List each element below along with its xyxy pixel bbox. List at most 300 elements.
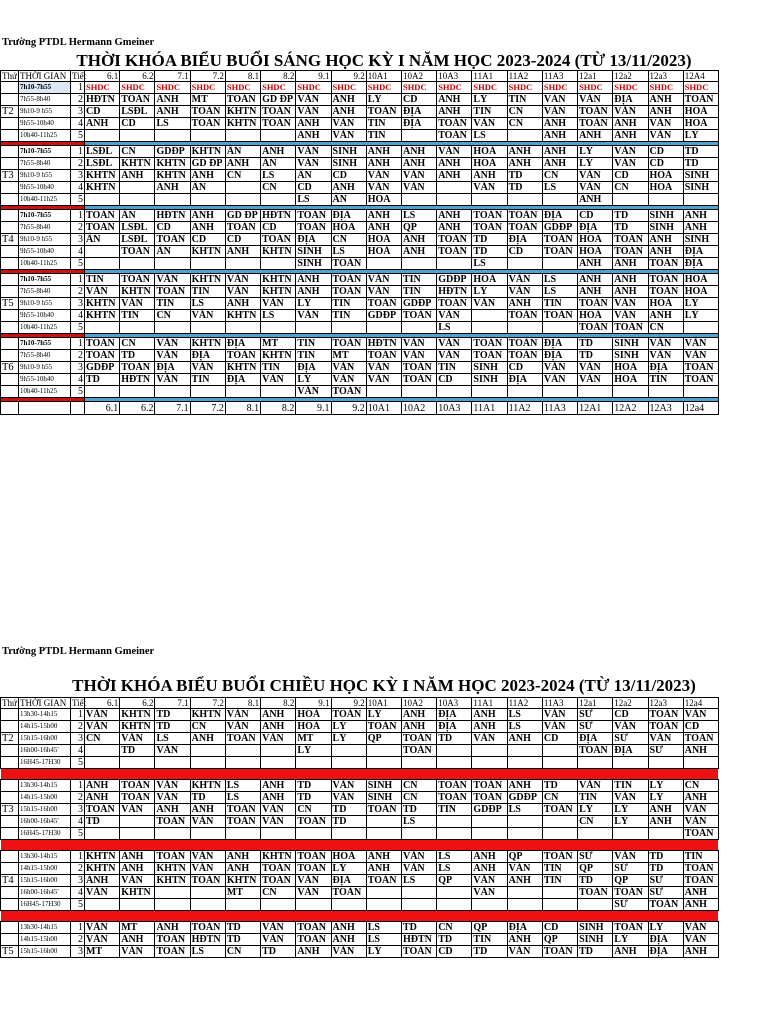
subject-cell: ĐỊA — [542, 210, 577, 222]
time-slot: 10h40-11h25 — [19, 194, 71, 206]
time-slot: 14h15-15h00 — [19, 721, 71, 733]
subject-cell: ÂN — [296, 170, 331, 182]
subject-cell: VĂN — [401, 338, 436, 350]
subject-cell: TD — [331, 804, 366, 816]
subject-cell: ANH — [472, 851, 507, 863]
subject-cell: VĂN — [648, 338, 683, 350]
subject-cell: SỬ — [578, 709, 613, 721]
subject-cell: SHDC — [507, 82, 542, 94]
subject-cell: ANH — [437, 170, 472, 182]
subject-cell: TOÁN — [120, 94, 155, 106]
period-row — [1, 709, 719, 721]
class-header: 10A2 — [401, 698, 436, 709]
subject-cell: ĐỊA — [331, 210, 366, 222]
subject-cell: HĐTN — [120, 374, 155, 386]
subject-cell — [648, 828, 683, 840]
subject-cell: ANH — [261, 721, 296, 733]
subject-cell: SỬ — [578, 851, 613, 863]
subject-cell: ANH — [437, 210, 472, 222]
subject-cell: ANH — [296, 274, 331, 286]
subject-cell: TIN — [648, 374, 683, 386]
subject-cell — [225, 322, 260, 334]
header-label: THỜI GIAN — [19, 698, 71, 709]
subject-cell: TOÁN — [542, 234, 577, 246]
subject-cell: TD — [578, 875, 613, 887]
period-number: 2 — [71, 158, 85, 170]
time-slot: 10h40-11h25 — [19, 322, 71, 334]
subject-cell: VĂN — [542, 106, 577, 118]
subject-cell: ANH — [331, 106, 366, 118]
subject-cell: TOÁN — [331, 274, 366, 286]
subject-cell: LS — [437, 863, 472, 875]
subject-cell — [542, 258, 577, 270]
time-slot: 15h15-16h00 — [19, 804, 71, 816]
subject-cell: TOÁN — [437, 298, 472, 310]
subject-cell: ANH — [683, 899, 718, 911]
time-slot: 9h10-9 h55 — [19, 106, 71, 118]
day-label — [1, 934, 19, 946]
subject-cell: TOÁN — [155, 946, 190, 958]
subject-cell: ANH — [542, 118, 577, 130]
subject-cell: SHDC — [472, 82, 507, 94]
period-number: 1 — [71, 146, 85, 158]
subject-cell: CN — [507, 106, 542, 118]
subject-cell: ĐỊA — [507, 374, 542, 386]
day-label — [1, 922, 19, 934]
subject-cell: LÝ — [296, 745, 331, 757]
subject-cell: VĂN — [683, 338, 718, 350]
class-header: 12a3 — [648, 71, 683, 82]
subject-cell: GDĐP — [366, 310, 401, 322]
subject-cell — [261, 757, 296, 769]
subject-cell: TOÁN — [85, 804, 120, 816]
subject-cell — [190, 258, 225, 270]
class-footer: 10A3 — [437, 402, 472, 415]
subject-cell — [366, 757, 401, 769]
subject-cell: KHTN — [261, 274, 296, 286]
subject-cell: HĐTN — [437, 286, 472, 298]
period-number: 2 — [71, 286, 85, 298]
subject-cell — [472, 757, 507, 769]
subject-cell: TOÁN — [366, 298, 401, 310]
subject-cell — [296, 899, 331, 911]
afternoon-school-name: Trường PTDL Hermann Gmeiner — [2, 646, 155, 657]
subject-cell: VĂN — [85, 934, 120, 946]
subject-cell: LS — [331, 246, 366, 258]
subject-cell: KHTN — [155, 170, 190, 182]
subject-cell — [507, 816, 542, 828]
period-number: 1 — [71, 274, 85, 286]
subject-cell: LSĐL — [120, 106, 155, 118]
subject-cell: ANH — [648, 234, 683, 246]
subject-cell: ANH — [613, 946, 648, 958]
class-header: 10A1 — [366, 698, 401, 709]
period-row — [1, 286, 719, 298]
subject-cell: TOÁN — [578, 887, 613, 899]
subject-cell: TOÁN — [331, 887, 366, 899]
subject-cell: ANH — [578, 258, 613, 270]
subject-cell: ANH — [366, 210, 401, 222]
subject-cell: LÝ — [296, 374, 331, 386]
subject-cell: CN — [683, 780, 718, 792]
subject-cell: SHDC — [401, 82, 436, 94]
subject-cell: TD — [578, 350, 613, 362]
subject-cell: VĂN — [190, 310, 225, 322]
subject-cell: HOÁ — [472, 158, 507, 170]
subject-cell — [437, 757, 472, 769]
period-number: 4 — [71, 374, 85, 386]
subject-cell: GDĐP — [542, 222, 577, 234]
period-row — [1, 887, 719, 899]
subject-cell: ANH — [648, 106, 683, 118]
subject-cell: VĂN — [85, 721, 120, 733]
day-label — [1, 709, 19, 721]
subject-cell: ANH — [85, 875, 120, 887]
subject-cell: TIN — [190, 286, 225, 298]
subject-cell: VĂN — [331, 118, 366, 130]
subject-cell: SỬ — [578, 721, 613, 733]
subject-cell: VĂN — [542, 721, 577, 733]
subject-cell — [85, 757, 120, 769]
subject-cell: SINH — [472, 374, 507, 386]
subject-cell: SỬ — [648, 745, 683, 757]
subject-cell: SINH — [578, 922, 613, 934]
subject-cell: ANH — [190, 733, 225, 745]
subject-cell: TOÁN — [578, 745, 613, 757]
subject-cell: TOÁN — [683, 863, 718, 875]
subject-cell: ANH — [437, 158, 472, 170]
subject-cell — [225, 258, 260, 270]
subject-cell: ANH — [472, 863, 507, 875]
period-number: 2 — [71, 350, 85, 362]
subject-cell: ANH — [613, 258, 648, 270]
subject-cell: HĐTN — [155, 210, 190, 222]
class-footer: 11A3 — [542, 402, 577, 415]
subject-cell: TD — [225, 922, 260, 934]
class-header: 7.1 — [155, 71, 190, 82]
subject-cell — [85, 899, 120, 911]
class-header: 8.1 — [225, 698, 260, 709]
subject-cell: ANH — [296, 946, 331, 958]
subject-cell: VĂN — [472, 118, 507, 130]
subject-cell: KHTN — [225, 118, 260, 130]
subject-cell: TOÁN — [507, 310, 542, 322]
subject-cell: SHDC — [120, 82, 155, 94]
subject-cell: SHDC — [683, 82, 718, 94]
subject-cell: VĂN — [366, 170, 401, 182]
subject-cell: TD — [155, 721, 190, 733]
subject-cell: TIN — [578, 792, 613, 804]
subject-cell: SINH — [366, 792, 401, 804]
day-label — [1, 222, 19, 234]
period-row — [1, 298, 719, 310]
period-row — [1, 94, 719, 106]
subject-cell — [366, 816, 401, 828]
period-row — [1, 234, 719, 246]
subject-cell — [507, 130, 542, 142]
subject-cell: HOÁ — [578, 234, 613, 246]
subject-cell: ANH — [331, 182, 366, 194]
subject-cell: CN — [542, 170, 577, 182]
time-slot: 9h55-10h40 — [19, 182, 71, 194]
subject-cell: VĂN — [437, 146, 472, 158]
subject-cell: ANH — [472, 709, 507, 721]
day-label — [1, 863, 19, 875]
subject-cell: CN — [120, 338, 155, 350]
class-header: 6.1 — [85, 71, 120, 82]
subject-cell: MT — [120, 922, 155, 934]
period-row — [1, 146, 719, 158]
subject-cell — [190, 745, 225, 757]
subject-cell: ANH — [578, 194, 613, 206]
subject-cell: ANH — [120, 851, 155, 863]
subject-cell: TD — [85, 374, 120, 386]
subject-cell: VĂN — [225, 274, 260, 286]
subject-cell: ĐỊA — [296, 234, 331, 246]
subject-cell: ANH — [120, 863, 155, 875]
subject-cell — [366, 322, 401, 334]
subject-cell: TOÁN — [366, 804, 401, 816]
subject-cell: TOÁN — [120, 274, 155, 286]
subject-cell: CN — [401, 780, 436, 792]
subject-cell — [190, 899, 225, 911]
period-number: 4 — [71, 182, 85, 194]
subject-cell: VĂN — [366, 362, 401, 374]
time-slot: 7h10-7h55 — [19, 274, 71, 286]
subject-cell: TD — [648, 863, 683, 875]
subject-cell: KHTN — [85, 863, 120, 875]
subject-cell — [472, 745, 507, 757]
time-slot: 14h15-15h00 — [19, 863, 71, 875]
subject-cell: ĐỊA — [331, 875, 366, 887]
subject-cell: LS — [190, 946, 225, 958]
subject-cell — [437, 816, 472, 828]
subject-cell: TOÁN — [507, 222, 542, 234]
subject-cell: VĂN — [578, 780, 613, 792]
subject-cell — [85, 194, 120, 206]
subject-cell: VĂN — [331, 792, 366, 804]
subject-cell: TD — [683, 146, 718, 158]
subject-cell: KHTN — [120, 721, 155, 733]
header-row — [1, 71, 719, 82]
subject-cell: SHDC — [437, 82, 472, 94]
subject-cell: VĂN — [613, 851, 648, 863]
subject-cell: ĐỊA — [225, 338, 260, 350]
subject-cell — [120, 322, 155, 334]
subject-cell: LÝ — [683, 298, 718, 310]
subject-cell: LÝ — [366, 94, 401, 106]
class-header: 12a3 — [648, 698, 683, 709]
subject-cell: VĂN — [578, 94, 613, 106]
subject-cell: VĂN — [120, 298, 155, 310]
subject-cell: VĂN — [190, 851, 225, 863]
subject-cell — [296, 757, 331, 769]
subject-cell: VĂN — [578, 362, 613, 374]
subject-cell: TOÁN — [261, 106, 296, 118]
subject-cell: VĂN — [225, 709, 260, 721]
subject-cell — [578, 757, 613, 769]
subject-cell: SHDC — [331, 82, 366, 94]
subject-cell — [296, 322, 331, 334]
time-slot: 9h55-10h40 — [19, 246, 71, 258]
subject-cell: ANH — [120, 170, 155, 182]
subject-cell: VĂN — [225, 721, 260, 733]
subject-cell: LÝ — [472, 286, 507, 298]
class-header: 6.1 — [85, 698, 120, 709]
subject-cell: ANH — [683, 210, 718, 222]
subject-cell: KHTN — [85, 298, 120, 310]
subject-cell — [261, 322, 296, 334]
subject-cell: TOÁN — [366, 875, 401, 887]
subject-cell — [225, 899, 260, 911]
period-number: 5 — [71, 757, 85, 769]
subject-cell: TOÁN — [648, 721, 683, 733]
subject-cell: TOÁN — [507, 350, 542, 362]
time-slot: 7h55-8h40 — [19, 94, 71, 106]
subject-cell — [190, 194, 225, 206]
subject-cell: TOÁN — [225, 222, 260, 234]
period-row — [1, 804, 719, 816]
period-number: 2 — [71, 792, 85, 804]
time-slot: 7h55-8h40 — [19, 158, 71, 170]
subject-cell — [683, 194, 718, 206]
subject-cell: VĂN — [225, 286, 260, 298]
subject-cell: CD — [542, 733, 577, 745]
subject-cell — [507, 745, 542, 757]
subject-cell: GDĐP — [472, 804, 507, 816]
subject-cell: ANH — [613, 274, 648, 286]
subject-cell: ANH — [225, 158, 260, 170]
period-row — [1, 170, 719, 182]
subject-cell: TOÁN — [613, 887, 648, 899]
subject-cell: LÝ — [366, 709, 401, 721]
subject-cell: KHTN — [190, 246, 225, 258]
subject-cell: TOÁN — [190, 922, 225, 934]
subject-cell: ANH — [648, 94, 683, 106]
period-number: 1 — [71, 709, 85, 721]
subject-cell: KHTN — [155, 158, 190, 170]
subject-cell: CN — [296, 804, 331, 816]
subject-cell: SINH — [683, 234, 718, 246]
class-header: 6.2 — [120, 71, 155, 82]
class-footer: 8.2 — [261, 402, 296, 415]
subject-cell: VĂN — [683, 816, 718, 828]
subject-cell: HĐTN — [85, 94, 120, 106]
subject-cell: VĂN — [366, 286, 401, 298]
subject-cell: ANH — [683, 792, 718, 804]
subject-cell: TOÁN — [296, 816, 331, 828]
subject-cell: VĂN — [542, 94, 577, 106]
subject-cell: VĂN — [683, 934, 718, 946]
subject-cell: SHDC — [155, 82, 190, 94]
subject-cell: ANH — [683, 222, 718, 234]
subject-cell: ANH — [85, 792, 120, 804]
subject-cell: ĐỊA — [683, 258, 718, 270]
subject-cell: TD — [683, 158, 718, 170]
subject-cell: LS — [401, 210, 436, 222]
subject-cell — [683, 757, 718, 769]
subject-cell — [578, 828, 613, 840]
subject-cell: ANH — [542, 146, 577, 158]
subject-cell: TD — [648, 851, 683, 863]
subject-cell: ANH — [261, 146, 296, 158]
class-header: 8.2 — [261, 71, 296, 82]
subject-cell: CD — [155, 222, 190, 234]
subject-cell: VĂN — [261, 816, 296, 828]
subject-cell: CN — [613, 182, 648, 194]
class-header: 6.2 — [120, 698, 155, 709]
subject-cell: SINH — [648, 210, 683, 222]
subject-cell: KHTN — [120, 887, 155, 899]
subject-cell: SỬ — [648, 875, 683, 887]
subject-cell: KHTN — [190, 146, 225, 158]
subject-cell: TD — [437, 934, 472, 946]
subject-cell — [542, 386, 577, 398]
subject-cell: TOÁN — [472, 338, 507, 350]
subject-cell: MT — [261, 338, 296, 350]
subject-cell: ĐỊA — [155, 362, 190, 374]
class-header: 12A4 — [683, 71, 718, 82]
subject-cell: VĂN — [683, 922, 718, 934]
subject-cell: LÝ — [296, 298, 331, 310]
subject-cell — [225, 828, 260, 840]
subject-cell — [331, 757, 366, 769]
subject-cell: VĂN — [472, 887, 507, 899]
subject-cell: CD — [437, 946, 472, 958]
subject-cell: SỬ — [613, 863, 648, 875]
subject-cell: ANH — [578, 274, 613, 286]
subject-cell — [507, 887, 542, 899]
subject-cell: TD — [331, 816, 366, 828]
subject-cell — [472, 828, 507, 840]
time-slot: 10h40-11h25 — [19, 258, 71, 270]
subject-cell: VĂN — [155, 374, 190, 386]
subject-cell: VĂN — [578, 182, 613, 194]
divider-bar — [1, 840, 719, 851]
subject-cell: VĂN — [472, 182, 507, 194]
subject-cell — [542, 757, 577, 769]
class-header: 10A3 — [437, 698, 472, 709]
class-footer: 12A2 — [613, 402, 648, 415]
subject-cell: KHTN — [261, 246, 296, 258]
period-number: 4 — [71, 310, 85, 322]
day-label: T2 — [1, 106, 19, 118]
class-footer: 10A2 — [401, 402, 436, 415]
subject-cell: TD — [190, 792, 225, 804]
time-slot: 9h10-9 h55 — [19, 170, 71, 182]
subject-cell: TIN — [296, 350, 331, 362]
subject-cell: TOÁN — [225, 733, 260, 745]
subject-cell: CD — [225, 234, 260, 246]
subject-cell: CD — [648, 146, 683, 158]
subject-cell — [155, 258, 190, 270]
subject-cell — [578, 386, 613, 398]
subject-cell: ANH — [331, 934, 366, 946]
subject-cell: QP — [542, 934, 577, 946]
subject-cell — [542, 322, 577, 334]
subject-cell — [507, 322, 542, 334]
subject-cell: TOÁN — [225, 804, 260, 816]
subject-cell: VĂN — [331, 374, 366, 386]
subject-cell: GDĐP — [85, 362, 120, 374]
subject-cell: SHDC — [225, 82, 260, 94]
subject-cell: LS — [472, 258, 507, 270]
subject-cell: VĂN — [296, 386, 331, 398]
subject-cell: CD — [613, 709, 648, 721]
subject-cell: TOÁN — [85, 210, 120, 222]
time-slot: 13h30-14h15 — [19, 851, 71, 863]
subject-cell: ANH — [296, 286, 331, 298]
